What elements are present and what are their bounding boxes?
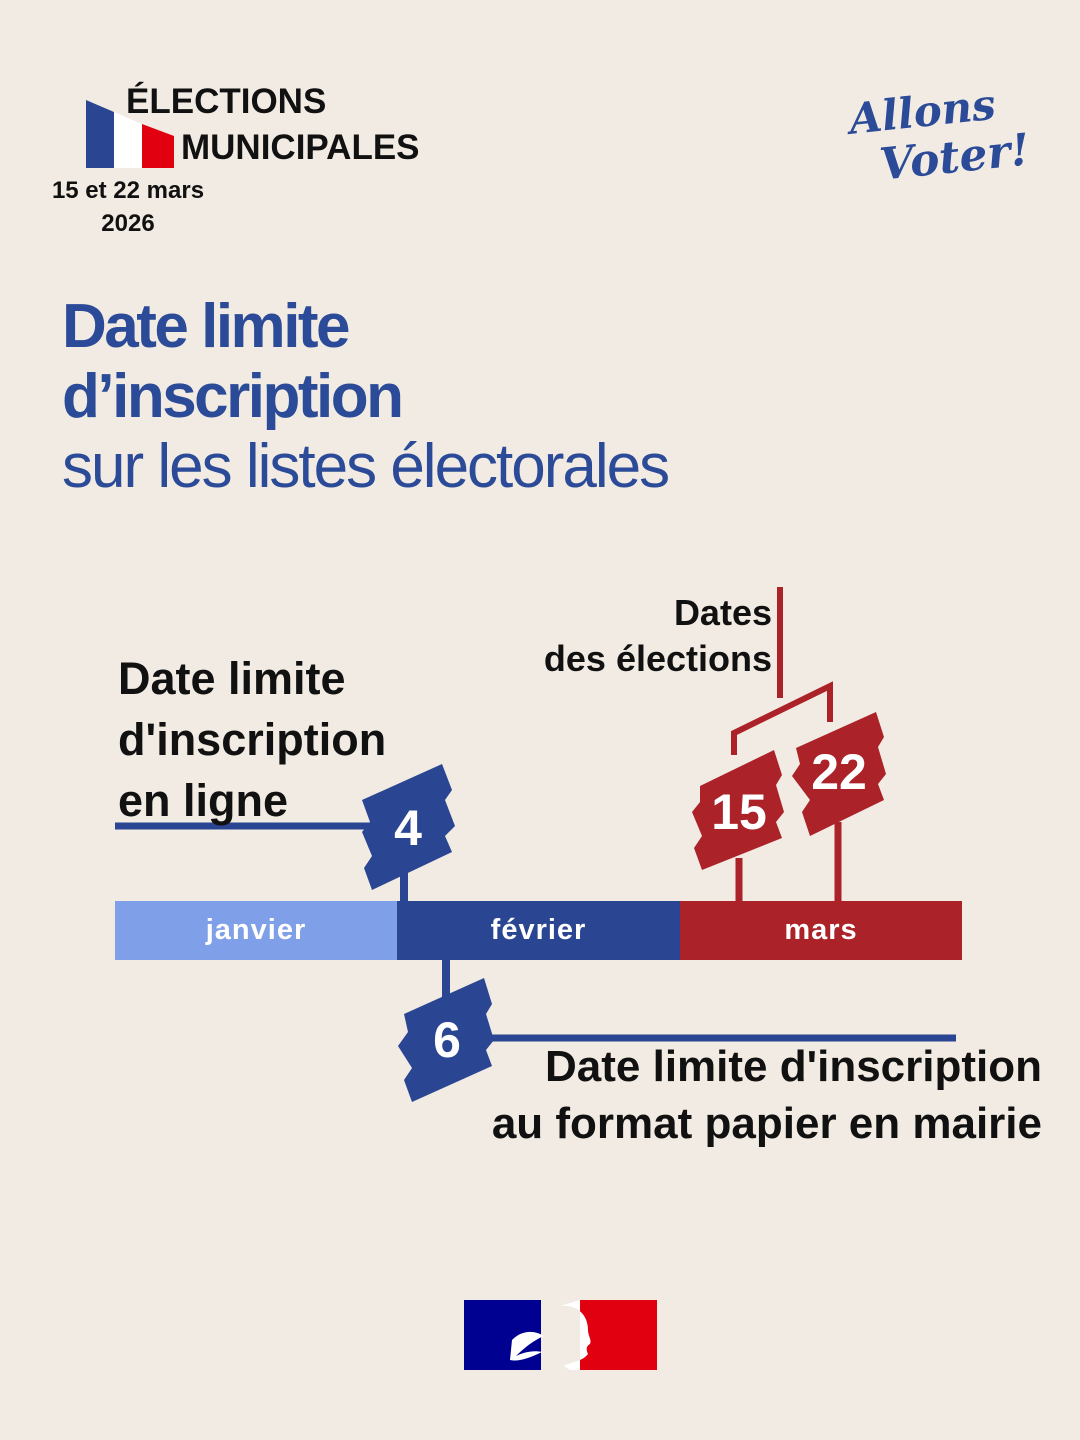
day-4-number: 4 bbox=[394, 800, 422, 856]
header-title-line1: ÉLECTIONS bbox=[126, 82, 327, 121]
election-label-line2: des élections bbox=[543, 638, 772, 679]
paper-label-line2: au format papier en mairie bbox=[491, 1099, 1042, 1148]
marianne-logo-icon bbox=[464, 1300, 657, 1370]
page-subtitle: sur les listes électorales bbox=[62, 432, 669, 501]
election-date-line1: 15 et 22 mars bbox=[51, 177, 205, 204]
election-label-line1: Dates bbox=[673, 592, 772, 633]
day-22-number: 22 bbox=[811, 744, 867, 800]
page-title-line1: Date limite bbox=[62, 292, 349, 361]
month-january: janvier bbox=[115, 901, 397, 960]
online-label-line3: en ligne bbox=[118, 775, 289, 826]
online-label-line1: Date limite bbox=[118, 653, 346, 704]
brand-line2: Voter! bbox=[877, 124, 1033, 191]
brand-line1: Allons bbox=[846, 79, 998, 144]
paper-deadline-label bbox=[492, 1038, 1042, 1152]
election-dates-label bbox=[544, 590, 772, 682]
day-6-number: 6 bbox=[433, 1012, 461, 1068]
month-february: février bbox=[397, 901, 680, 960]
month-march: mars bbox=[680, 901, 962, 960]
election-date-line2: 2026 bbox=[101, 210, 155, 237]
online-label-line2: d'inscription bbox=[118, 714, 387, 765]
header-title-line2: MUNICIPALES bbox=[181, 128, 420, 167]
paper-label-line1: Date limite d'inscription bbox=[545, 1042, 1042, 1091]
page-title-line2: d’inscription bbox=[62, 362, 402, 431]
online-deadline-label bbox=[118, 648, 386, 831]
day-15-number: 15 bbox=[711, 784, 767, 840]
